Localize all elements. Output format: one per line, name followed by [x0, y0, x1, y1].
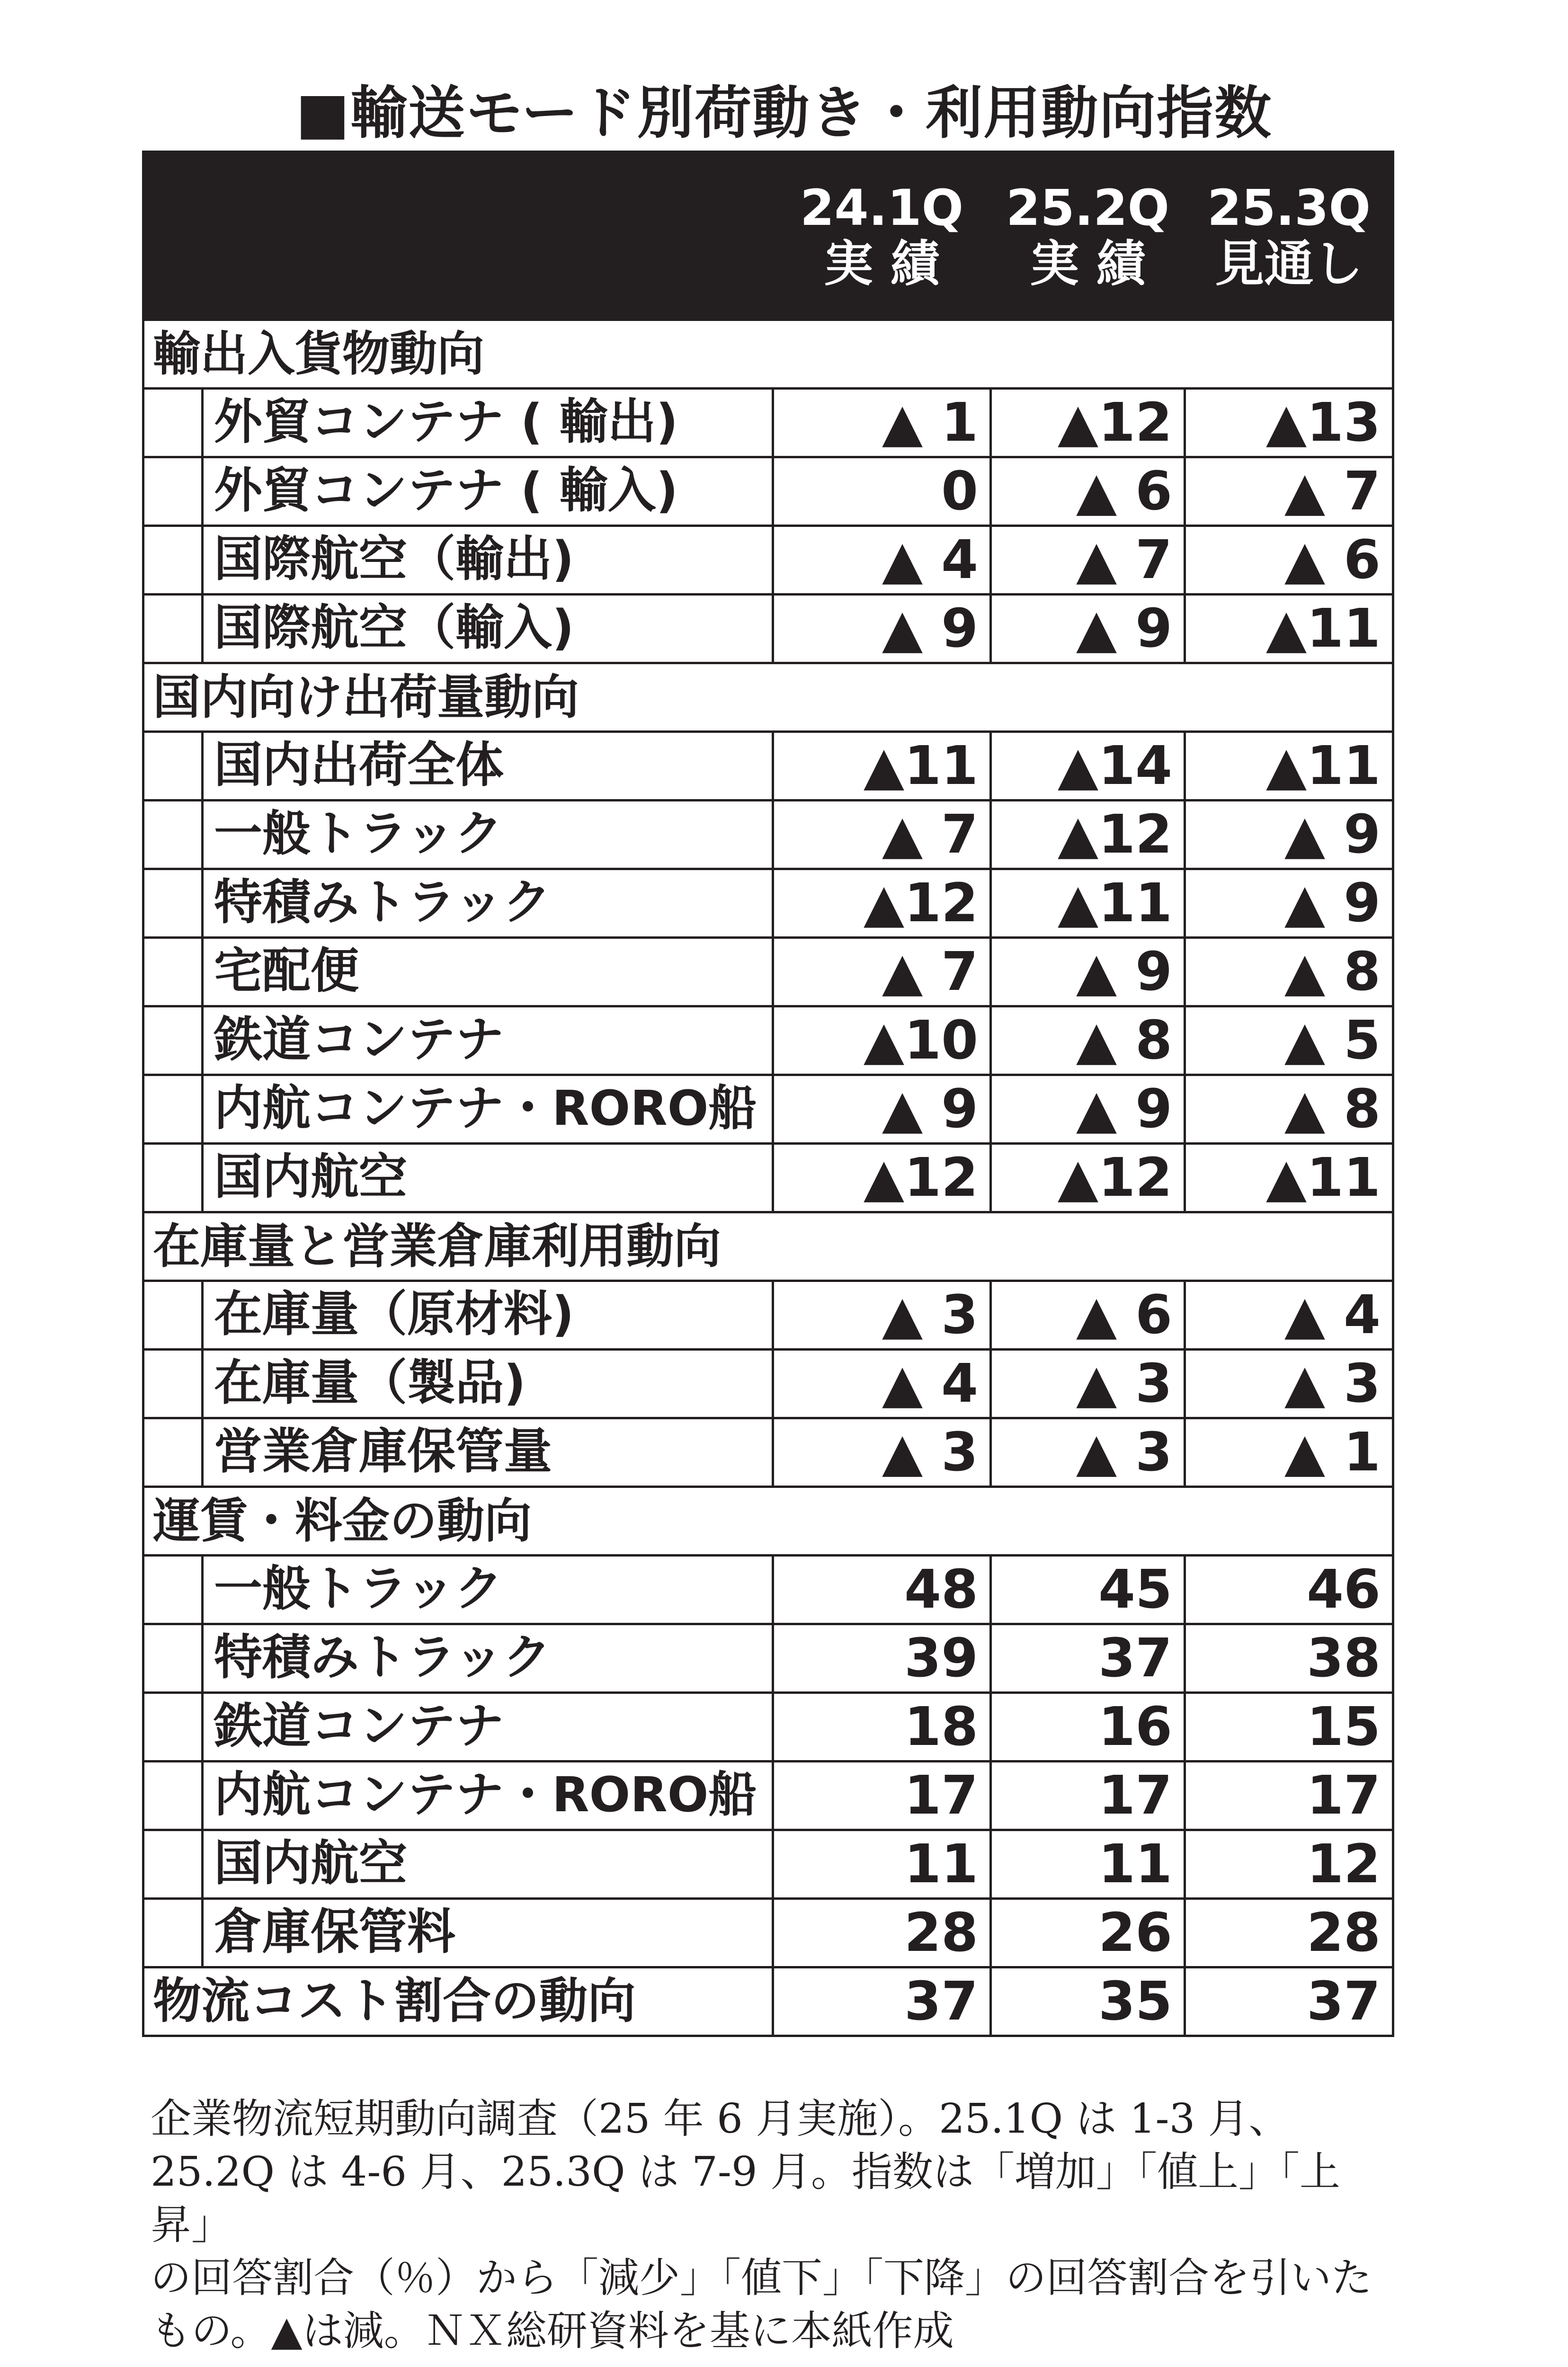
header-col-3-period: 25.3Q — [1207, 179, 1371, 237]
row-label: 鉄道コンテナ — [201, 1005, 774, 1076]
value-cell: ▲ 7 — [991, 526, 1185, 595]
table-header — [143, 152, 1393, 320]
value-cell: ▲ 8 — [1185, 1075, 1393, 1144]
value-cell: ▲ 6 — [991, 1281, 1185, 1350]
row-label-cell — [143, 869, 773, 938]
row-label-cell — [143, 938, 773, 1006]
index-table — [142, 151, 1394, 2037]
row-label: 内航コンテナ・RORO船 — [201, 1760, 774, 1831]
table-row — [143, 1899, 1393, 1967]
value-cell: ▲ 3 — [991, 1418, 1185, 1487]
value-cell: ▲ 3 — [773, 1281, 991, 1350]
value-cell: 17 — [991, 1762, 1185, 1830]
value-cell: ▲ 3 — [991, 1350, 1185, 1418]
row-label: 特積みトラック — [201, 868, 774, 939]
value-cell: 15 — [1185, 1693, 1393, 1762]
row-label: 宅配便 — [201, 936, 774, 1007]
section-label: 国内向け出荷量動向 — [143, 663, 1393, 732]
value-cell: ▲11 — [1185, 732, 1393, 801]
row-label: 営業倉庫保管量 — [201, 1417, 774, 1488]
value-cell: ▲14 — [991, 732, 1185, 801]
value-cell: 39 — [773, 1624, 991, 1693]
table-row — [143, 1075, 1393, 1144]
table-row — [143, 389, 1393, 457]
total-label: 物流コスト割合の動向 — [143, 1967, 773, 2036]
row-label: 在庫量（製品) — [201, 1348, 774, 1419]
row-label-cell — [143, 1556, 773, 1624]
value-cell: ▲11 — [773, 732, 991, 801]
value-cell: ▲11 — [1185, 1144, 1393, 1212]
value-cell: 28 — [1185, 1899, 1393, 1967]
value-cell: ▲12 — [991, 389, 1185, 457]
row-label: 一般トラック — [201, 1554, 774, 1625]
value-cell: ▲ 8 — [991, 1006, 1185, 1075]
value-cell: ▲ 4 — [773, 1350, 991, 1418]
header-col-1-period: 24.1Q — [800, 179, 963, 237]
total-value-cell: 37 — [1185, 1967, 1393, 2036]
table-row — [143, 732, 1393, 801]
row-label-cell — [143, 1006, 773, 1075]
row-label-cell — [143, 457, 773, 526]
value-cell: ▲12 — [991, 801, 1185, 869]
row-label-cell — [143, 1418, 773, 1487]
value-cell: ▲12 — [773, 869, 991, 938]
value-cell: ▲11 — [1185, 595, 1393, 663]
value-cell: ▲ 9 — [991, 1075, 1185, 1144]
table-row — [143, 1762, 1393, 1830]
row-label-cell — [143, 732, 773, 801]
header-col-2 — [991, 152, 1185, 320]
value-cell: 17 — [773, 1762, 991, 1830]
table-row — [143, 1693, 1393, 1762]
row-label-cell — [143, 1281, 773, 1350]
chart-title: ■輸送モード別荷動き・利用動向指数 — [295, 80, 1273, 146]
row-label-cell — [143, 1693, 773, 1762]
section-label: 在庫量と営業倉庫利用動向 — [143, 1212, 1393, 1281]
value-cell: ▲ 9 — [1185, 801, 1393, 869]
value-cell: ▲ 9 — [991, 938, 1185, 1006]
header-blank — [143, 152, 773, 320]
value-cell: ▲ 6 — [991, 457, 1185, 526]
table-row — [143, 1556, 1393, 1624]
row-label: 国内航空 — [201, 1829, 774, 1900]
row-label-cell — [143, 1350, 773, 1418]
table-row — [143, 1830, 1393, 1899]
value-cell: 28 — [773, 1899, 991, 1967]
value-cell: ▲ 3 — [1185, 1350, 1393, 1418]
table-row — [143, 1350, 1393, 1418]
row-label: 国内出荷全体 — [201, 730, 774, 801]
index-table-wrap — [142, 151, 1392, 2077]
row-label-cell — [143, 1624, 773, 1693]
row-label: 外貿コンテナ ( 輸入) — [201, 456, 774, 527]
value-cell: 37 — [991, 1624, 1185, 1693]
row-label: 外貿コンテナ ( 輸出) — [201, 387, 774, 458]
table-row — [143, 1006, 1393, 1075]
section-row — [143, 663, 1393, 732]
value-cell: ▲13 — [1185, 389, 1393, 457]
row-label-cell — [143, 595, 773, 663]
value-cell: ▲ 7 — [773, 938, 991, 1006]
value-cell: ▲12 — [991, 1144, 1185, 1212]
header-col-2-period: 25.2Q — [1006, 179, 1169, 237]
value-cell: 46 — [1185, 1556, 1393, 1624]
row-label-cell — [143, 1830, 773, 1899]
table-row — [143, 1418, 1393, 1487]
value-cell: 11 — [773, 1830, 991, 1899]
value-cell: 38 — [1185, 1624, 1393, 1693]
value-cell: 48 — [773, 1556, 991, 1624]
row-label: 一般トラック — [201, 799, 774, 870]
header-col-1 — [773, 152, 991, 320]
value-cell: ▲ 1 — [773, 389, 991, 457]
value-cell: ▲ 4 — [773, 526, 991, 595]
table-row — [143, 801, 1393, 869]
row-label: 倉庫保管料 — [201, 1897, 774, 1968]
section-row — [143, 1487, 1393, 1556]
row-label-cell — [143, 1762, 773, 1830]
footnote-line-4: もの。▲は減。ＮＸ総研資料を基に本紙作成 — [151, 2307, 954, 2355]
total-value-cell: 37 — [773, 1967, 991, 2036]
header-col-1-type: 実 績 — [824, 235, 940, 293]
row-label-cell — [143, 801, 773, 869]
row-label: 内航コンテナ・RORO船 — [201, 1074, 774, 1145]
value-cell: ▲ 9 — [1185, 869, 1393, 938]
value-cell: 11 — [991, 1830, 1185, 1899]
value-cell: ▲12 — [773, 1144, 991, 1212]
total-row — [143, 1967, 1393, 2036]
value-cell: ▲ 7 — [773, 801, 991, 869]
value-cell: ▲ 5 — [1185, 1006, 1393, 1075]
footnote-line-1: 企業物流短期動向調査（25 年 6 月実施）。25.1Q は 1-3 月、 — [151, 2095, 1290, 2143]
value-cell: ▲ 6 — [1185, 526, 1393, 595]
row-label-cell — [143, 389, 773, 457]
value-cell: ▲ 9 — [773, 595, 991, 663]
value-cell: ▲10 — [773, 1006, 991, 1075]
section-row — [143, 320, 1393, 389]
value-cell: 0 — [773, 457, 991, 526]
value-cell: ▲ 8 — [1185, 938, 1393, 1006]
row-label: 国際航空（輸入) — [201, 593, 774, 664]
header-col-3 — [1185, 152, 1393, 320]
row-label: 鉄道コンテナ — [201, 1691, 774, 1762]
row-label-cell — [143, 1899, 773, 1967]
row-label-cell — [143, 1144, 773, 1212]
row-label: 国内航空 — [201, 1142, 774, 1213]
table-row — [143, 938, 1393, 1006]
value-cell: ▲ 9 — [991, 595, 1185, 663]
table-row — [143, 457, 1393, 526]
row-label: 特積みトラック — [201, 1623, 774, 1694]
value-cell: ▲ 7 — [1185, 457, 1393, 526]
section-label: 輸出入貨物動向 — [143, 320, 1393, 389]
total-value-cell: 35 — [991, 1967, 1185, 2036]
header-col-3-type: 見通し — [1215, 235, 1363, 293]
row-label-cell — [143, 526, 773, 595]
row-label-cell — [143, 1075, 773, 1144]
value-cell: 26 — [991, 1899, 1185, 1967]
table-body — [143, 320, 1393, 2036]
value-cell: 18 — [773, 1693, 991, 1762]
value-cell: 16 — [991, 1693, 1185, 1762]
table-row — [143, 1144, 1393, 1212]
section-label: 運賃・料金の動向 — [143, 1487, 1393, 1556]
footnote-line-3: の回答割合（％）から「減少」「値下」「下降」の回答割合を引いた — [151, 2254, 1372, 2302]
row-label: 国際航空（輸出) — [201, 525, 774, 596]
table-row — [143, 869, 1393, 938]
value-cell: 17 — [1185, 1762, 1393, 1830]
value-cell: ▲ 9 — [773, 1075, 991, 1144]
table-row — [143, 1624, 1393, 1693]
footnote-line-2: 25.2Q は 4-6 月、25.3Q は 7-9 月。指数は「増加」「値上」「上昇」 — [151, 2148, 1340, 2249]
value-cell: 12 — [1185, 1830, 1393, 1899]
footnote — [151, 2092, 1400, 2358]
table-row — [143, 595, 1393, 663]
table-row — [143, 1281, 1393, 1350]
table-row — [143, 526, 1393, 595]
section-row — [143, 1212, 1393, 1281]
value-cell: ▲ 4 — [1185, 1281, 1393, 1350]
value-cell: ▲11 — [991, 869, 1185, 938]
value-cell: 45 — [991, 1556, 1185, 1624]
value-cell: ▲ 3 — [773, 1418, 991, 1487]
value-cell: ▲ 1 — [1185, 1418, 1393, 1487]
row-label: 在庫量（原材料) — [201, 1280, 774, 1351]
header-col-2-type: 実 績 — [1030, 235, 1146, 293]
